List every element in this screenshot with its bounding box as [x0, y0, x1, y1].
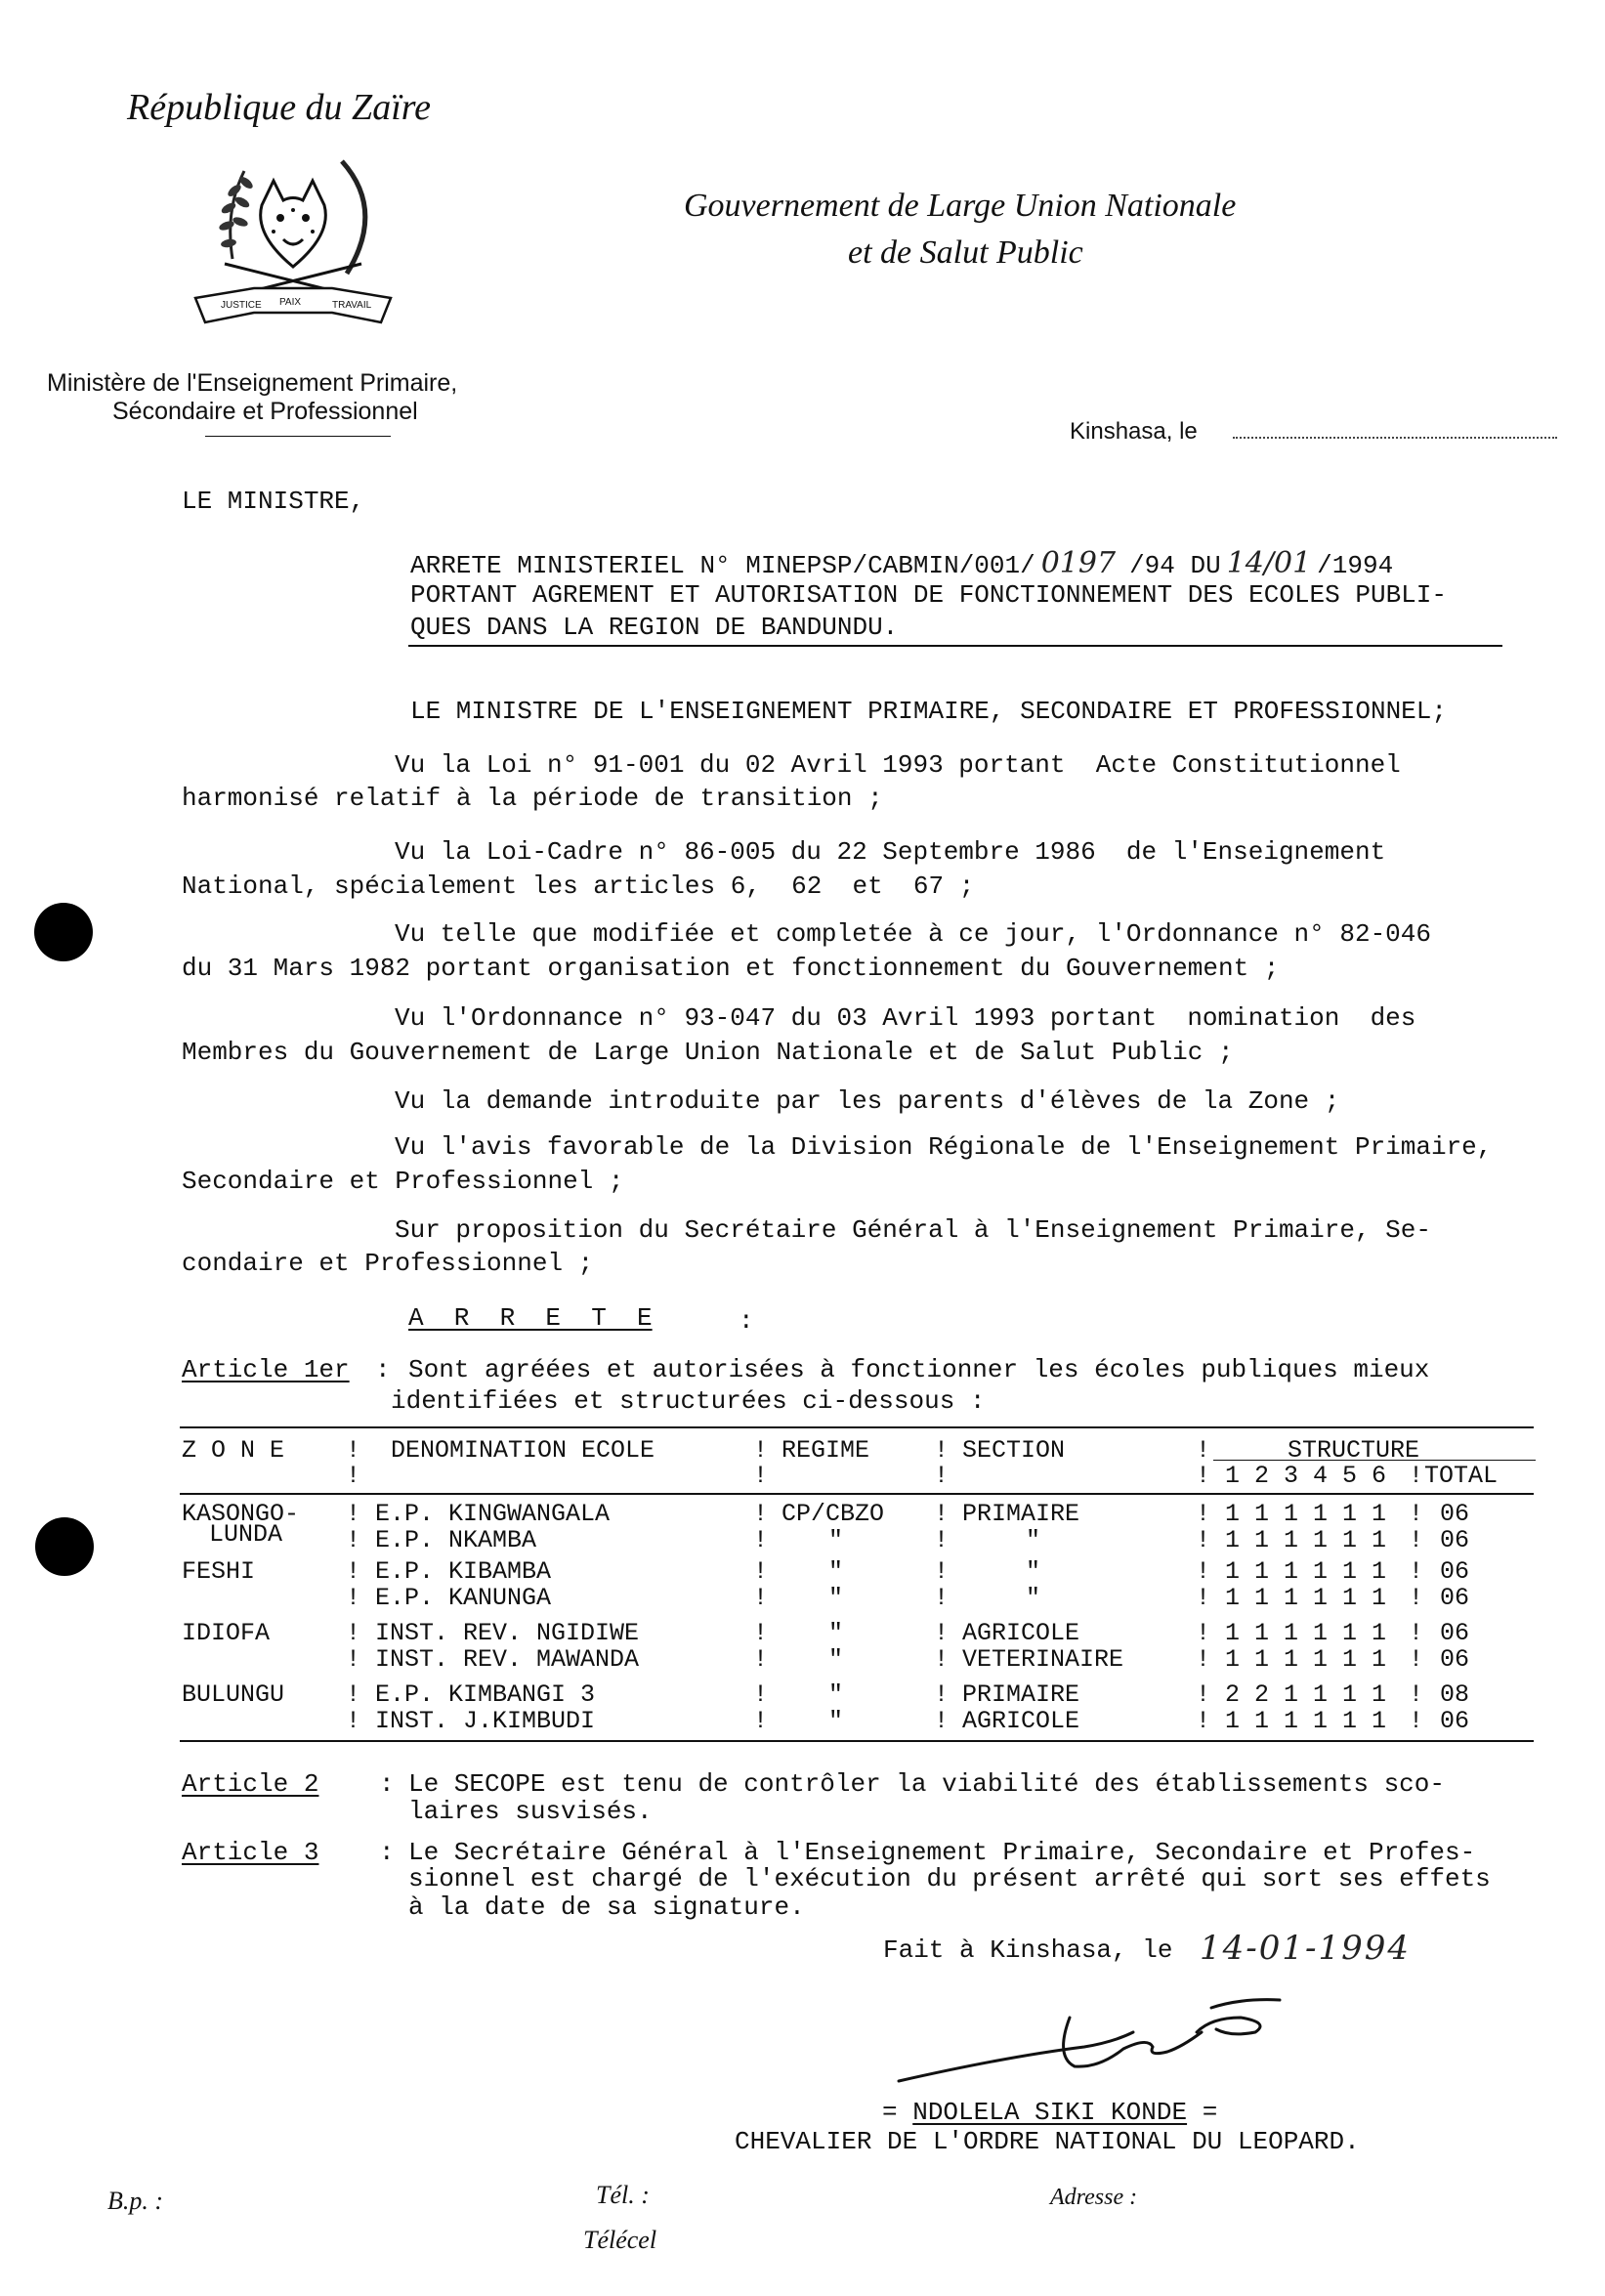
article-1-sep: :: [375, 1355, 391, 1384]
cell-sep: !: [1409, 1619, 1424, 1647]
cell-regime: ": [828, 1557, 844, 1586]
cell-zone: IDIOFA: [182, 1619, 271, 1647]
government-line-2: et de Salut Public: [848, 234, 1083, 271]
cell-sep: !: [346, 1557, 361, 1586]
article-2-line-2: laires susvisés.: [408, 1797, 653, 1826]
punch-hole-icon: [35, 1517, 94, 1576]
cell-sep: !: [934, 1707, 950, 1735]
arrete-title-line-2: PORTANT AGREMENT ET AUTORISATION DE FONCTIONNEMENT DES ECOLES PUBLI-: [410, 580, 1447, 610]
article-3-line-2: sionnel est chargé de l'exécution du présent arrêté qui sort ses effets: [408, 1864, 1491, 1893]
punch-hole-icon: [34, 903, 93, 961]
national-emblem-leopard-icon: [186, 151, 401, 342]
cell-sep: !: [934, 1680, 950, 1709]
cell-section: AGRICOLE: [962, 1707, 1080, 1735]
header-total: TOTAL: [1424, 1462, 1499, 1490]
header-structure: STRUCTURE: [1288, 1436, 1420, 1465]
cell-sep: !: [934, 1619, 950, 1647]
considerant-1-line-2: harmonisé relatif à la période de transition ;: [182, 784, 883, 813]
cell-ecole: E.P. KIBAMBA: [375, 1557, 552, 1586]
cell-sep: !: [346, 1707, 361, 1735]
cell-zone: LUNDA: [209, 1520, 283, 1549]
arrete-year: /1994: [1317, 551, 1394, 580]
cell-sep: !: [1196, 1584, 1211, 1612]
cell-sep: !: [1409, 1526, 1424, 1554]
cell-sep: !: [753, 1526, 769, 1554]
arrete-title-rule: [408, 645, 1502, 647]
footer-adresse: Adresse :: [1050, 2185, 1138, 2210]
cell-sep: !: [1196, 1500, 1211, 1528]
header-sep: !: [1196, 1462, 1211, 1490]
header-section: SECTION: [962, 1436, 1066, 1465]
cell-total: 06: [1440, 1526, 1470, 1554]
cell-regime: ": [828, 1619, 844, 1647]
arrete-heading: A R R E T E: [408, 1303, 653, 1333]
table-row: [180, 1555, 1534, 1586]
cell-sep: !: [753, 1645, 769, 1674]
cell-sep: !: [934, 1500, 950, 1528]
cell-structure: 1 1 1 1 1 1: [1225, 1645, 1387, 1674]
cell-zone: FESHI: [182, 1557, 256, 1586]
cell-ecole: INST. REV. MAWANDA: [375, 1645, 640, 1674]
cell-section: PRIMAIRE: [962, 1680, 1080, 1709]
republic-heading: République du Zaïre: [127, 87, 431, 128]
article-3-label: Article 3: [182, 1838, 319, 1867]
cell-sep: !: [753, 1680, 769, 1709]
cell-sep: !: [753, 1500, 769, 1528]
footer-bp: B.p. :: [107, 2187, 164, 2215]
cell-sep: !: [1196, 1645, 1211, 1674]
cell-ecole: E.P. KIMBANGI 3: [375, 1680, 596, 1709]
arrete-date-prefix: /94 DU: [1129, 551, 1221, 580]
table-bottom-rule: [180, 1740, 1534, 1742]
cell-sep: !: [1409, 1645, 1424, 1674]
header-sep: !: [753, 1462, 769, 1490]
cell-sep: !: [934, 1584, 950, 1612]
article-1-line-1: Sont agréées et autorisées à fonctionner les écoles publiques mieux: [408, 1355, 1430, 1384]
article-2-line-1: Le SECOPE est tenu de contrôler la viabilité des établissements sco-: [408, 1769, 1445, 1799]
cell-regime: ": [828, 1584, 844, 1612]
cell-total: 06: [1440, 1500, 1470, 1528]
cell-zone: KASONGO-: [182, 1500, 300, 1528]
table-header: [180, 1434, 1534, 1493]
header-sep: !: [934, 1462, 950, 1490]
cell-structure: 1 1 1 1 1 1: [1225, 1500, 1387, 1528]
footer-telecel: Télécel: [583, 2226, 657, 2254]
considerant-3-line-1: Vu telle que modifiée et completée à ce jour, l'Ordonnance n° 82-046: [395, 919, 1431, 949]
arrete-colon: :: [739, 1306, 754, 1336]
cell-sep: !: [346, 1500, 361, 1528]
table-row: [180, 1617, 1534, 1647]
cell-total: 08: [1440, 1680, 1470, 1709]
cell-section: ": [1026, 1584, 1041, 1612]
cell-regime: ": [828, 1526, 844, 1554]
considerant-4-line-2: Membres du Gouvernement de Large Union Nationale et de Salut Public ;: [182, 1038, 1234, 1067]
cell-sep: !: [934, 1645, 950, 1674]
cell-sep: !: [753, 1584, 769, 1612]
cell-structure: 1 1 1 1 1 1: [1225, 1526, 1387, 1554]
cell-section: ": [1026, 1557, 1041, 1586]
cell-structure: 1 1 1 1 1 1: [1225, 1707, 1387, 1735]
cell-sep: !: [1409, 1680, 1424, 1709]
arrete-date-handwritten: 14/01: [1226, 546, 1312, 580]
arrete-number-prefix: ARRETE MINISTERIEL N° MINEPSP/CABMIN/001/: [410, 551, 1035, 580]
article-2-label: Article 2: [182, 1769, 319, 1799]
cell-total: 06: [1440, 1619, 1470, 1647]
handwritten-signature-icon: [889, 1978, 1309, 2096]
table-row: [180, 1643, 1534, 1674]
cell-total: 06: [1440, 1584, 1470, 1612]
ministry-underline: [205, 436, 391, 437]
cell-sep: !: [346, 1645, 361, 1674]
cell-section: VETERINAIRE: [962, 1645, 1124, 1674]
date-blank-line: [1233, 437, 1557, 439]
signature-date-handwritten: 14-01-1994: [1200, 1929, 1412, 1968]
cell-ecole: INST. REV. NGIDIWE: [375, 1619, 640, 1647]
considerant-3-line-2: du 31 Mars 1982 portant organisation et fonctionnement du Gouvernement ;: [182, 954, 1280, 983]
table-top-rule: [180, 1426, 1534, 1428]
cell-sep: !: [1196, 1526, 1211, 1554]
cell-section: AGRICOLE: [962, 1619, 1080, 1647]
table-row: [180, 1498, 1534, 1528]
article-3-line-3: à la date de sa signature.: [408, 1892, 805, 1922]
name-prefix: =: [882, 2098, 898, 2127]
header-sep: !: [346, 1462, 361, 1490]
cell-total: 06: [1440, 1557, 1470, 1586]
table-header-rule: [180, 1493, 1534, 1495]
header-sep: !: [346, 1436, 361, 1465]
cell-sep: !: [934, 1526, 950, 1554]
cell-sep: !: [1409, 1584, 1424, 1612]
cell-structure: 1 1 1 1 1 1: [1225, 1584, 1387, 1612]
cell-section: PRIMAIRE: [962, 1500, 1080, 1528]
place-date-label: Kinshasa, le: [1070, 418, 1198, 445]
cell-sep: !: [346, 1584, 361, 1612]
table-body: [180, 1498, 1534, 1737]
cell-regime: ": [828, 1645, 844, 1674]
table-row: [180, 1582, 1534, 1612]
article-3-line-1: Le Secrétaire Général à l'Enseignement Primaire, Secondaire et Profes-: [408, 1838, 1476, 1867]
header-sep: !: [934, 1436, 950, 1465]
cell-section: ": [1026, 1526, 1041, 1554]
header-sep: !: [1196, 1436, 1211, 1465]
cell-regime: ": [828, 1680, 844, 1709]
addressee: LE MINISTRE,: [182, 487, 365, 516]
considerant-6-line-2: Secondaire et Professionnel ;: [182, 1167, 624, 1196]
considerant-1-line-1: Vu la Loi n° 91-001 du 02 Avril 1993 portant Acte Constitutionnel: [395, 750, 1401, 780]
considerant-5-line-1: Vu la demande introduite par les parents d'élèves de la Zone ;: [395, 1086, 1340, 1116]
cell-zone: BULUNGU: [182, 1680, 285, 1709]
considerant-7-line-2: condaire et Professionnel ;: [182, 1249, 594, 1278]
name-suffix: =: [1202, 2098, 1218, 2127]
cell-sep: !: [346, 1526, 361, 1554]
cell-sep: !: [1409, 1557, 1424, 1586]
fait-a-kinshasa: Fait à Kinshasa, le: [883, 1935, 1173, 1965]
cell-sep: !: [934, 1557, 950, 1586]
cell-sep: !: [346, 1680, 361, 1709]
article-1-label: Article 1er: [182, 1355, 350, 1384]
table-row: [180, 1705, 1534, 1735]
cell-structure: 2 2 1 1 1 1: [1225, 1680, 1387, 1709]
article-2-sep: :: [379, 1769, 395, 1799]
cell-sep: !: [1196, 1680, 1211, 1709]
cell-total: 06: [1440, 1707, 1470, 1735]
considerant-2-line-2: National, spécialement les articles 6, 62 et 67 ;: [182, 872, 975, 901]
motto-paix: PAIX: [279, 297, 302, 308]
arrete-number-handwritten: 0197: [1040, 546, 1117, 580]
header-sep: !: [1409, 1462, 1424, 1490]
motto-justice: JUSTICE: [221, 300, 262, 311]
header-levels: 1 2 3 4 5 6: [1225, 1462, 1387, 1490]
header-regime: REGIME: [781, 1436, 870, 1465]
cell-sep: !: [753, 1619, 769, 1647]
motto-travail: TRAVAIL: [332, 300, 372, 311]
footer-tel: Tél. :: [596, 2181, 650, 2209]
ministry-line-1: Ministère de l'Enseignement Primaire,: [47, 369, 458, 397]
cell-regime: CP/CBZO: [781, 1500, 885, 1528]
article-3-sep: :: [379, 1838, 395, 1867]
arrete-title-line-3: QUES DANS LA REGION DE BANDUNDU.: [410, 613, 899, 642]
considerant-4-line-1: Vu l'Ordonnance n° 93-047 du 03 Avril 1993 portant nomination des: [395, 1003, 1416, 1033]
header-zone: Z O N E: [182, 1436, 285, 1465]
ministry-line-2: Sécondaire et Professionnel: [112, 398, 418, 425]
signatory-title: CHEVALIER DE L'ORDRE NATIONAL DU LEOPARD.: [735, 2127, 1360, 2156]
cell-ecole: E.P. KINGWANGALA: [375, 1500, 611, 1528]
arrete-title-line-1: [410, 547, 1393, 582]
cell-regime: ": [828, 1707, 844, 1735]
minister-line: LE MINISTRE DE L'ENSEIGNEMENT PRIMAIRE, SECONDAIRE ET PROFESSIONNEL;: [410, 697, 1447, 726]
cell-ecole: INST. J.KIMBUDI: [375, 1707, 596, 1735]
cell-ecole: E.P. NKAMBA: [375, 1526, 537, 1554]
cell-sep: !: [1196, 1619, 1211, 1647]
cell-structure: 1 1 1 1 1 1: [1225, 1557, 1387, 1586]
cell-sep: !: [346, 1619, 361, 1647]
signatory-name: NDOLELA SIKI KONDE: [912, 2098, 1188, 2127]
cell-sep: !: [1196, 1557, 1211, 1586]
cell-total: 06: [1440, 1645, 1470, 1674]
signatory-name-line: [882, 2097, 1217, 2129]
table-row: [180, 1520, 1534, 1554]
cell-sep: !: [1196, 1707, 1211, 1735]
cell-sep: !: [1409, 1707, 1424, 1735]
government-line-1: Gouvernement de Large Union Nationale: [684, 188, 1237, 224]
article-1-line-2: identifiées et structurées ci-dessous :: [391, 1386, 986, 1416]
header-denomination: DENOMINATION ECOLE: [391, 1436, 655, 1465]
cell-sep: !: [1409, 1500, 1424, 1528]
cell-structure: 1 1 1 1 1 1: [1225, 1619, 1387, 1647]
considerant-6-line-1: Vu l'avis favorable de la Division Régionale de l'Enseignement Primaire,: [395, 1132, 1493, 1162]
cell-sep: !: [753, 1707, 769, 1735]
header-sep: !: [753, 1436, 769, 1465]
table-row: [180, 1679, 1534, 1709]
cell-sep: !: [753, 1557, 769, 1586]
considerant-2-line-1: Vu la Loi-Cadre n° 86-005 du 22 Septembre 1986 de l'Enseignement: [395, 837, 1386, 867]
considerant-7-line-1: Sur proposition du Secrétaire Général à l'Enseignement Primaire, Se-: [395, 1215, 1431, 1245]
cell-ecole: E.P. KANUNGA: [375, 1584, 552, 1612]
